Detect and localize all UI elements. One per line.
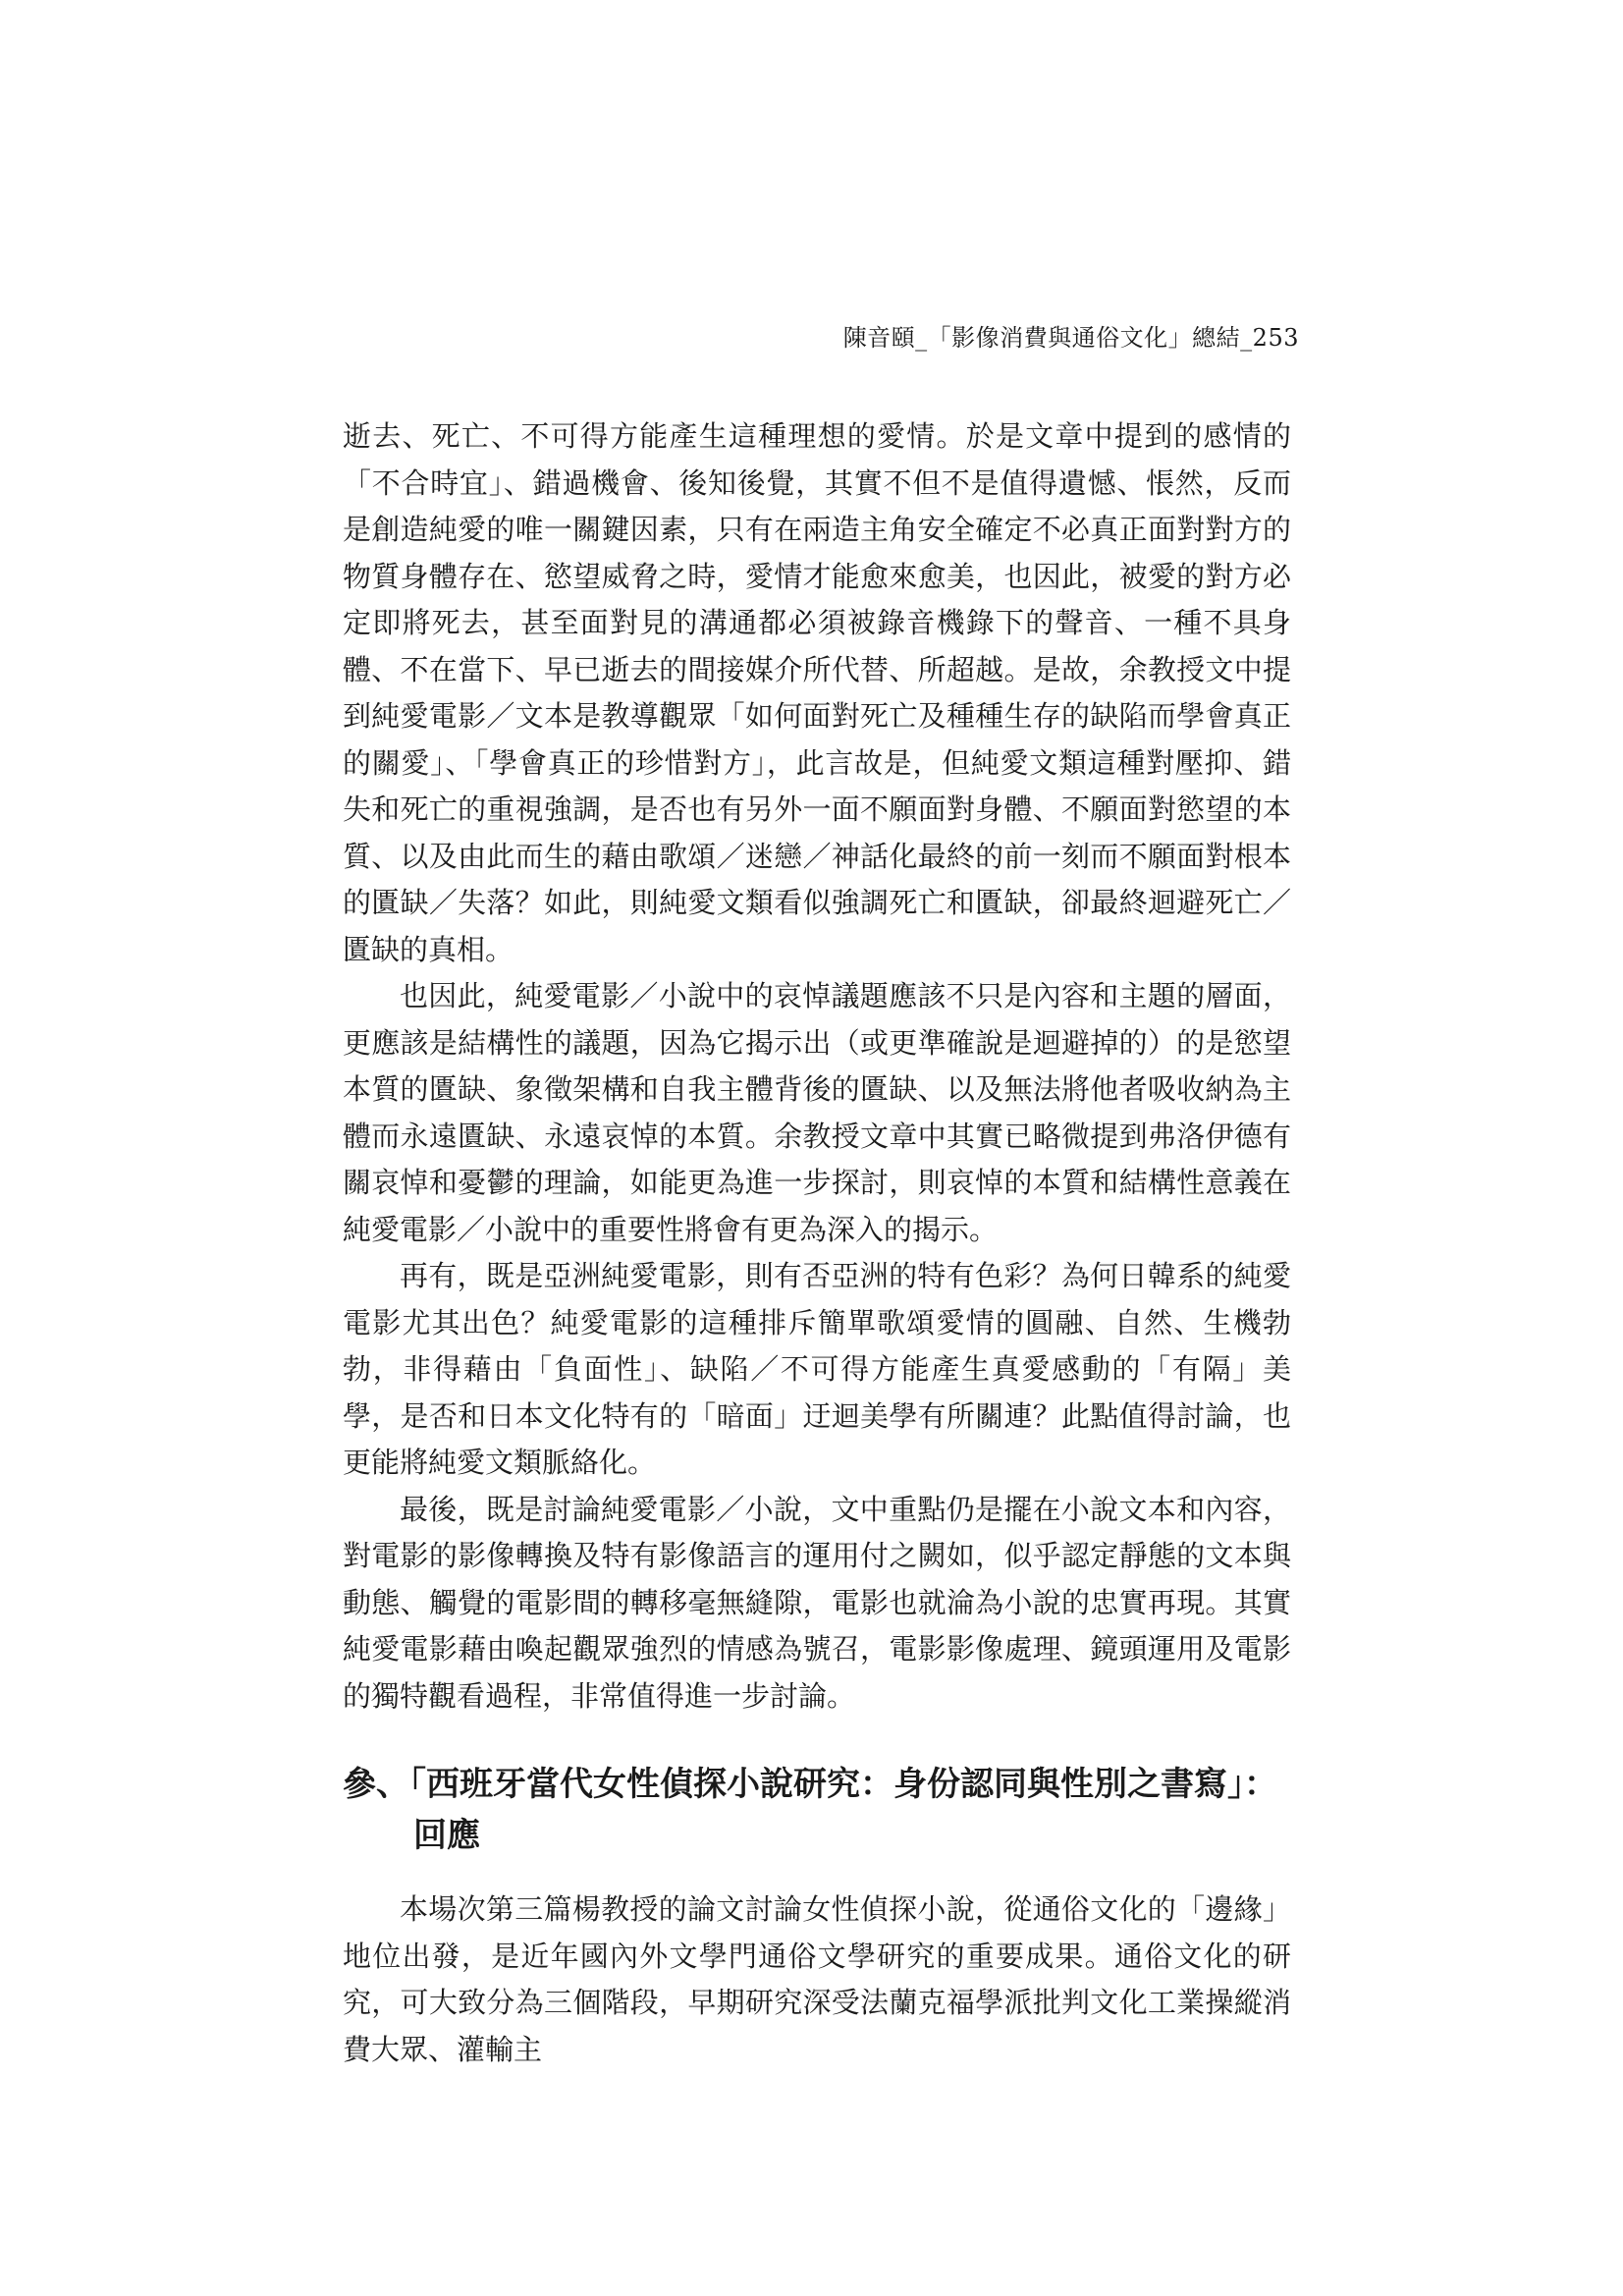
section-heading: 參、「西班牙當代女性偵探小說研究：身份認同與性別之書寫」：回應 — [343, 1765, 1277, 1855]
paragraph-4: 最後，既是討論純愛電影／小說，文中重點仍是擺在小說文本和內容，對電影的影像轉換及特有影像語言的運用付之闕如，似乎認定靜態的文本與動態、觸覺的電影間的轉移毫無縫隙，電影也就淪為小說的忠實再現。其實純愛電影藉由喚起觀眾強烈的情感為號召，電影影像處理、鏡頭運用及電影的獨特觀看過程，非常值得進一步討論。 — [343, 1492, 1291, 1713]
paragraph-2: 也因此，純愛電影／小說中的哀悼議題應該不只是內容和主題的層面，更應該是結構性的議題，因為它揭示出（或更準確說是迴避掉的）的是慾望本質的匱缺、象徵架構和自我主體背後的匱缺、以及無法將他者吸收納為主體而永遠匱缺、永遠哀悼的本質。余教授文章中其實已略微提到弗洛伊德有關哀悼和憂鬱的理論，如能更為進一步探討，則哀悼的本質和結構性意義在純愛電影／小說中的重要性將會有更為深入的揭示。 — [343, 979, 1291, 1246]
running-header: 陳音頤_「影像消費與通俗文化」總結_253 — [842, 324, 1299, 352]
body-text — [343, 413, 1291, 2073]
paragraph-3: 再有，既是亞洲純愛電影，則有否亞洲的特有色彩？為何日韓系的純愛電影尤其出色？純愛電影的這種排斥簡單歌頌愛情的圓融、自然、生機勃勃，非得藉由「負面性」、缺陷／不可得方能產生真愛感動的「有隔」美學，是否和日本文化特有的「暗面」迂迴美學有所關連？此點值得討論，也更能將純愛文類脈絡化。 — [343, 1259, 1291, 1479]
paragraph-1: 逝去、死亡、不可得方能產生這種理想的愛情。於是文章中提到的感情的「不合時宜」、錯過機會、後知後覺，其實不但不是值得遺憾、悵然，反而是創造純愛的唯一關鍵因素，只有在兩造主角安全確定不必真正面對對方的物質身體存在、慾望威脅之時，愛情才能愈來愈美，也因此，被愛的對方必定即將死去，甚至面對見的溝通都必須被錄音機錄下的聲音、一種不具身體、不在當下、早已逝去的間接媒介所代替、所超越。是故，余教授文中提到純愛電影／文本是教導觀眾「如何面對死亡及種種生存的缺陷而學會真正的關愛」、「學會真正的珍惜對方」，此言故是，但純愛文類這種對壓抑、錯失和死亡的重視強調，是否也有另外一面不願面對身體、不願面對慾望的本質、以及由此而生的藉由歌頌／迷戀／神話化最終的前一刻而不願面對根本的匱缺／失落？如此，則純愛文類看似強調死亡和匱缺，卻最終迴避死亡／匱缺的真相。 — [343, 419, 1291, 966]
paragraph-5: 本場次第三篇楊教授的論文討論女性偵探小說，從通俗文化的「邊緣」地位出發，是近年國內外文學門通俗文學研究的重要成果。通俗文化的研究，可大致分為三個階段，早期研究深受法蘭克福學派批判文化工業操縱消費大眾、灌輸主 — [343, 1892, 1291, 2066]
